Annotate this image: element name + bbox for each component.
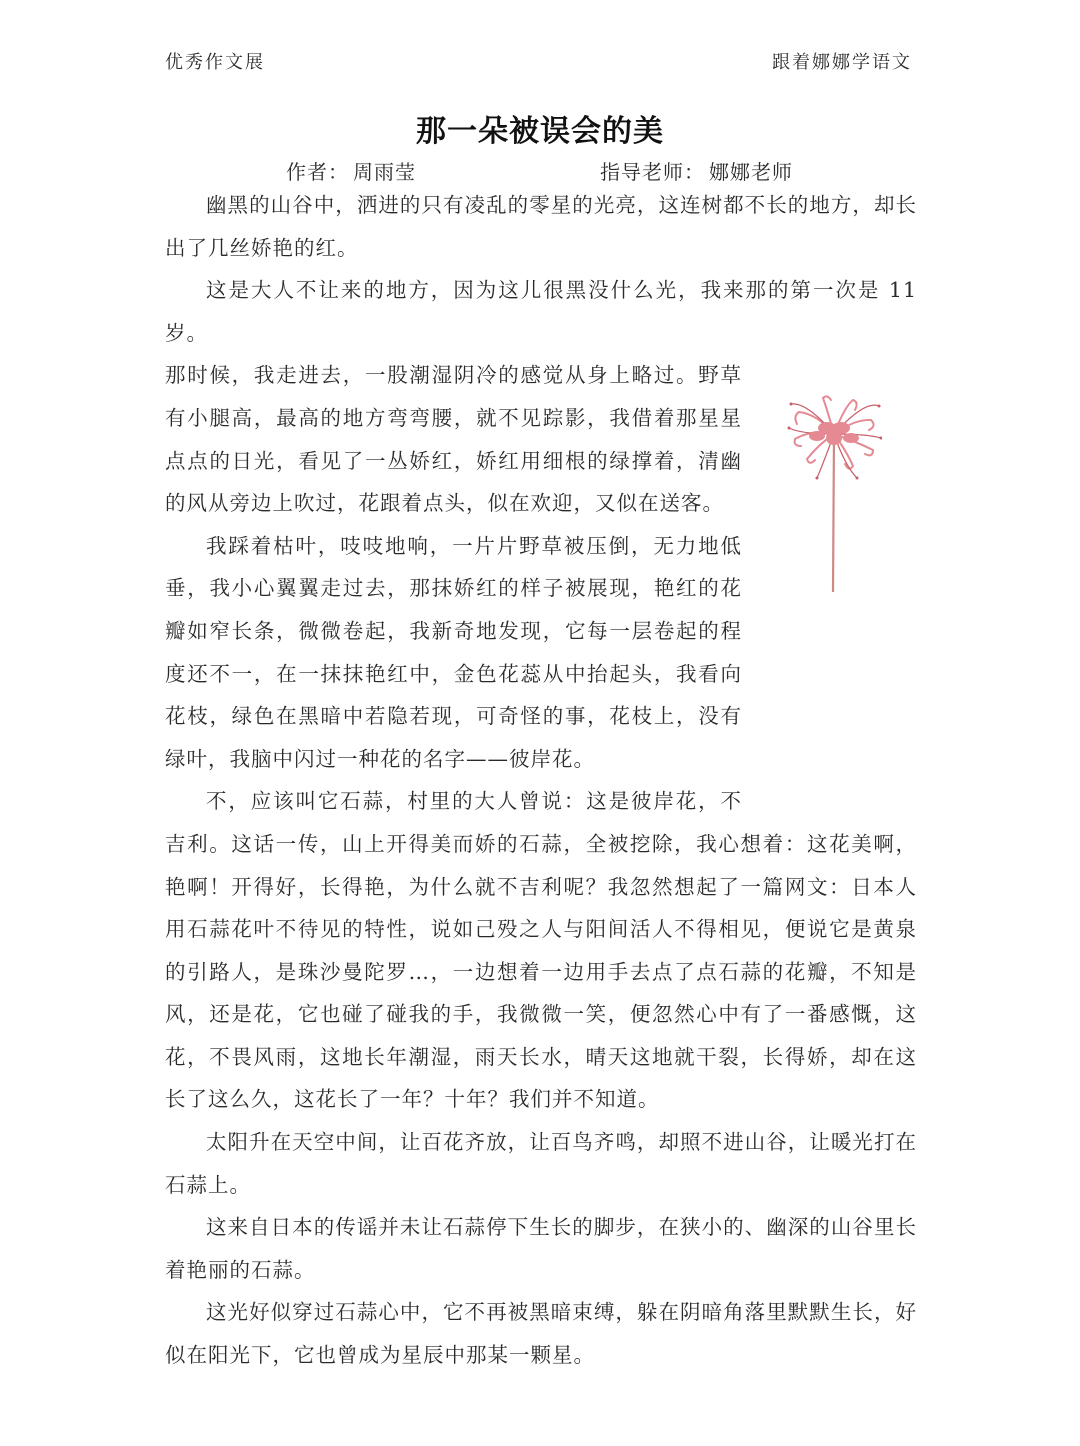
teacher-label: 指导老师：: [600, 160, 705, 184]
header-right-label: 跟着娜娜学语文: [772, 52, 912, 73]
paragraph-6: 这来自日本的传谣并未让石蒜停下生长的脚步，在狭小的、幽深的山谷里长着艳丽的石蒜。: [165, 1215, 917, 1282]
spider-lily-icon: [787, 394, 882, 594]
paragraph-3: 我踩着枯叶，吱吱地响，一片片野草被压倒，无力地低垂，我小心翼翼走过去，那抹娇红的样子被展现，艳红的花瓣如窄长条，微微卷起，我新奇地发现，它每一层卷起的程度还不一，在一抹抹艳红中，金色花蕊从中抬起头，我看向花枝，绿色在黑暗中若隐若现，可奇怪的事，花枝上，没有绿叶，我脑中闪过一种花的名字——彼岸花。: [165, 533, 742, 771]
author-line: [286, 156, 416, 185]
paragraph-7: 这光好似穿过石蒜心中，它不再被黑暗束缚，躲在阴暗角落里默默生长，好似在阳光下，它也曾成为星辰中那某一颗星。: [165, 1300, 917, 1368]
paragraph-1: 幽黑的山谷中，洒进的只有凌乱的零星的光亮，这连树都不长的地方，却长出了几丝娇艳的红。: [165, 193, 917, 260]
paragraph-2-rest: 那时候，我走进去，一股潮湿阴冷的感觉从身上略过。野草有小腿高，最高的地方弯弯腰，就不见踪影，我借着那星星点点的日光，看见了一丛娇红，娇红用细根的绿撑着，清幽的风从旁边上吹过，花跟着点头，似在欢迎，又似在送客。: [165, 363, 742, 516]
teacher-name: 娜娜老师: [709, 160, 793, 184]
teacher-line: [600, 156, 793, 185]
essay-body: [165, 184, 917, 1377]
paragraph-5: 太阳升在天空中间，让百花齐放，让百鸟齐鸣，却照不进山谷，让暖光打在石蒜上。: [165, 1130, 917, 1197]
paragraph-2-line-1: 这是大人不让来的地方，因为这儿很黑没什么光，我来那的第一次是 11 岁。: [165, 278, 917, 345]
essay-title: 那一朵被误会的美: [416, 114, 664, 149]
author-name: 周雨莹: [353, 160, 416, 184]
header-left-label: 优秀作文展: [165, 52, 265, 73]
author-label: 作者：: [286, 160, 349, 184]
spider-lily-illustration: [742, 354, 917, 784]
paragraph-4: 不，应该叫它石蒜，村里的大人曾说：这是彼岸花，不吉利。这话一传，山上开得美而娇的石蒜，全被挖除，我心想着：这花美啊，艳啊！开得好，长得艳，为什么就不吉利呢？我忽然想起了一篇网文：日本人用石蒜花叶不待见的特性，说如己殁之人与阳间活人不得相见，便说它是黄泉的引路人，是珠沙曼陀罗…，一边想着一边用手去点了点石蒜的花瓣，不知是风，还是花，它也碰了碰我的手，我微微一笑，便忽然心中有了一番感慨，这花，不畏风雨，这地长年潮湿，雨天长水，晴天这地就干裂，长得娇，却在这长了这么久，这花长了一年？十年？我们并不知道。: [165, 789, 917, 1112]
